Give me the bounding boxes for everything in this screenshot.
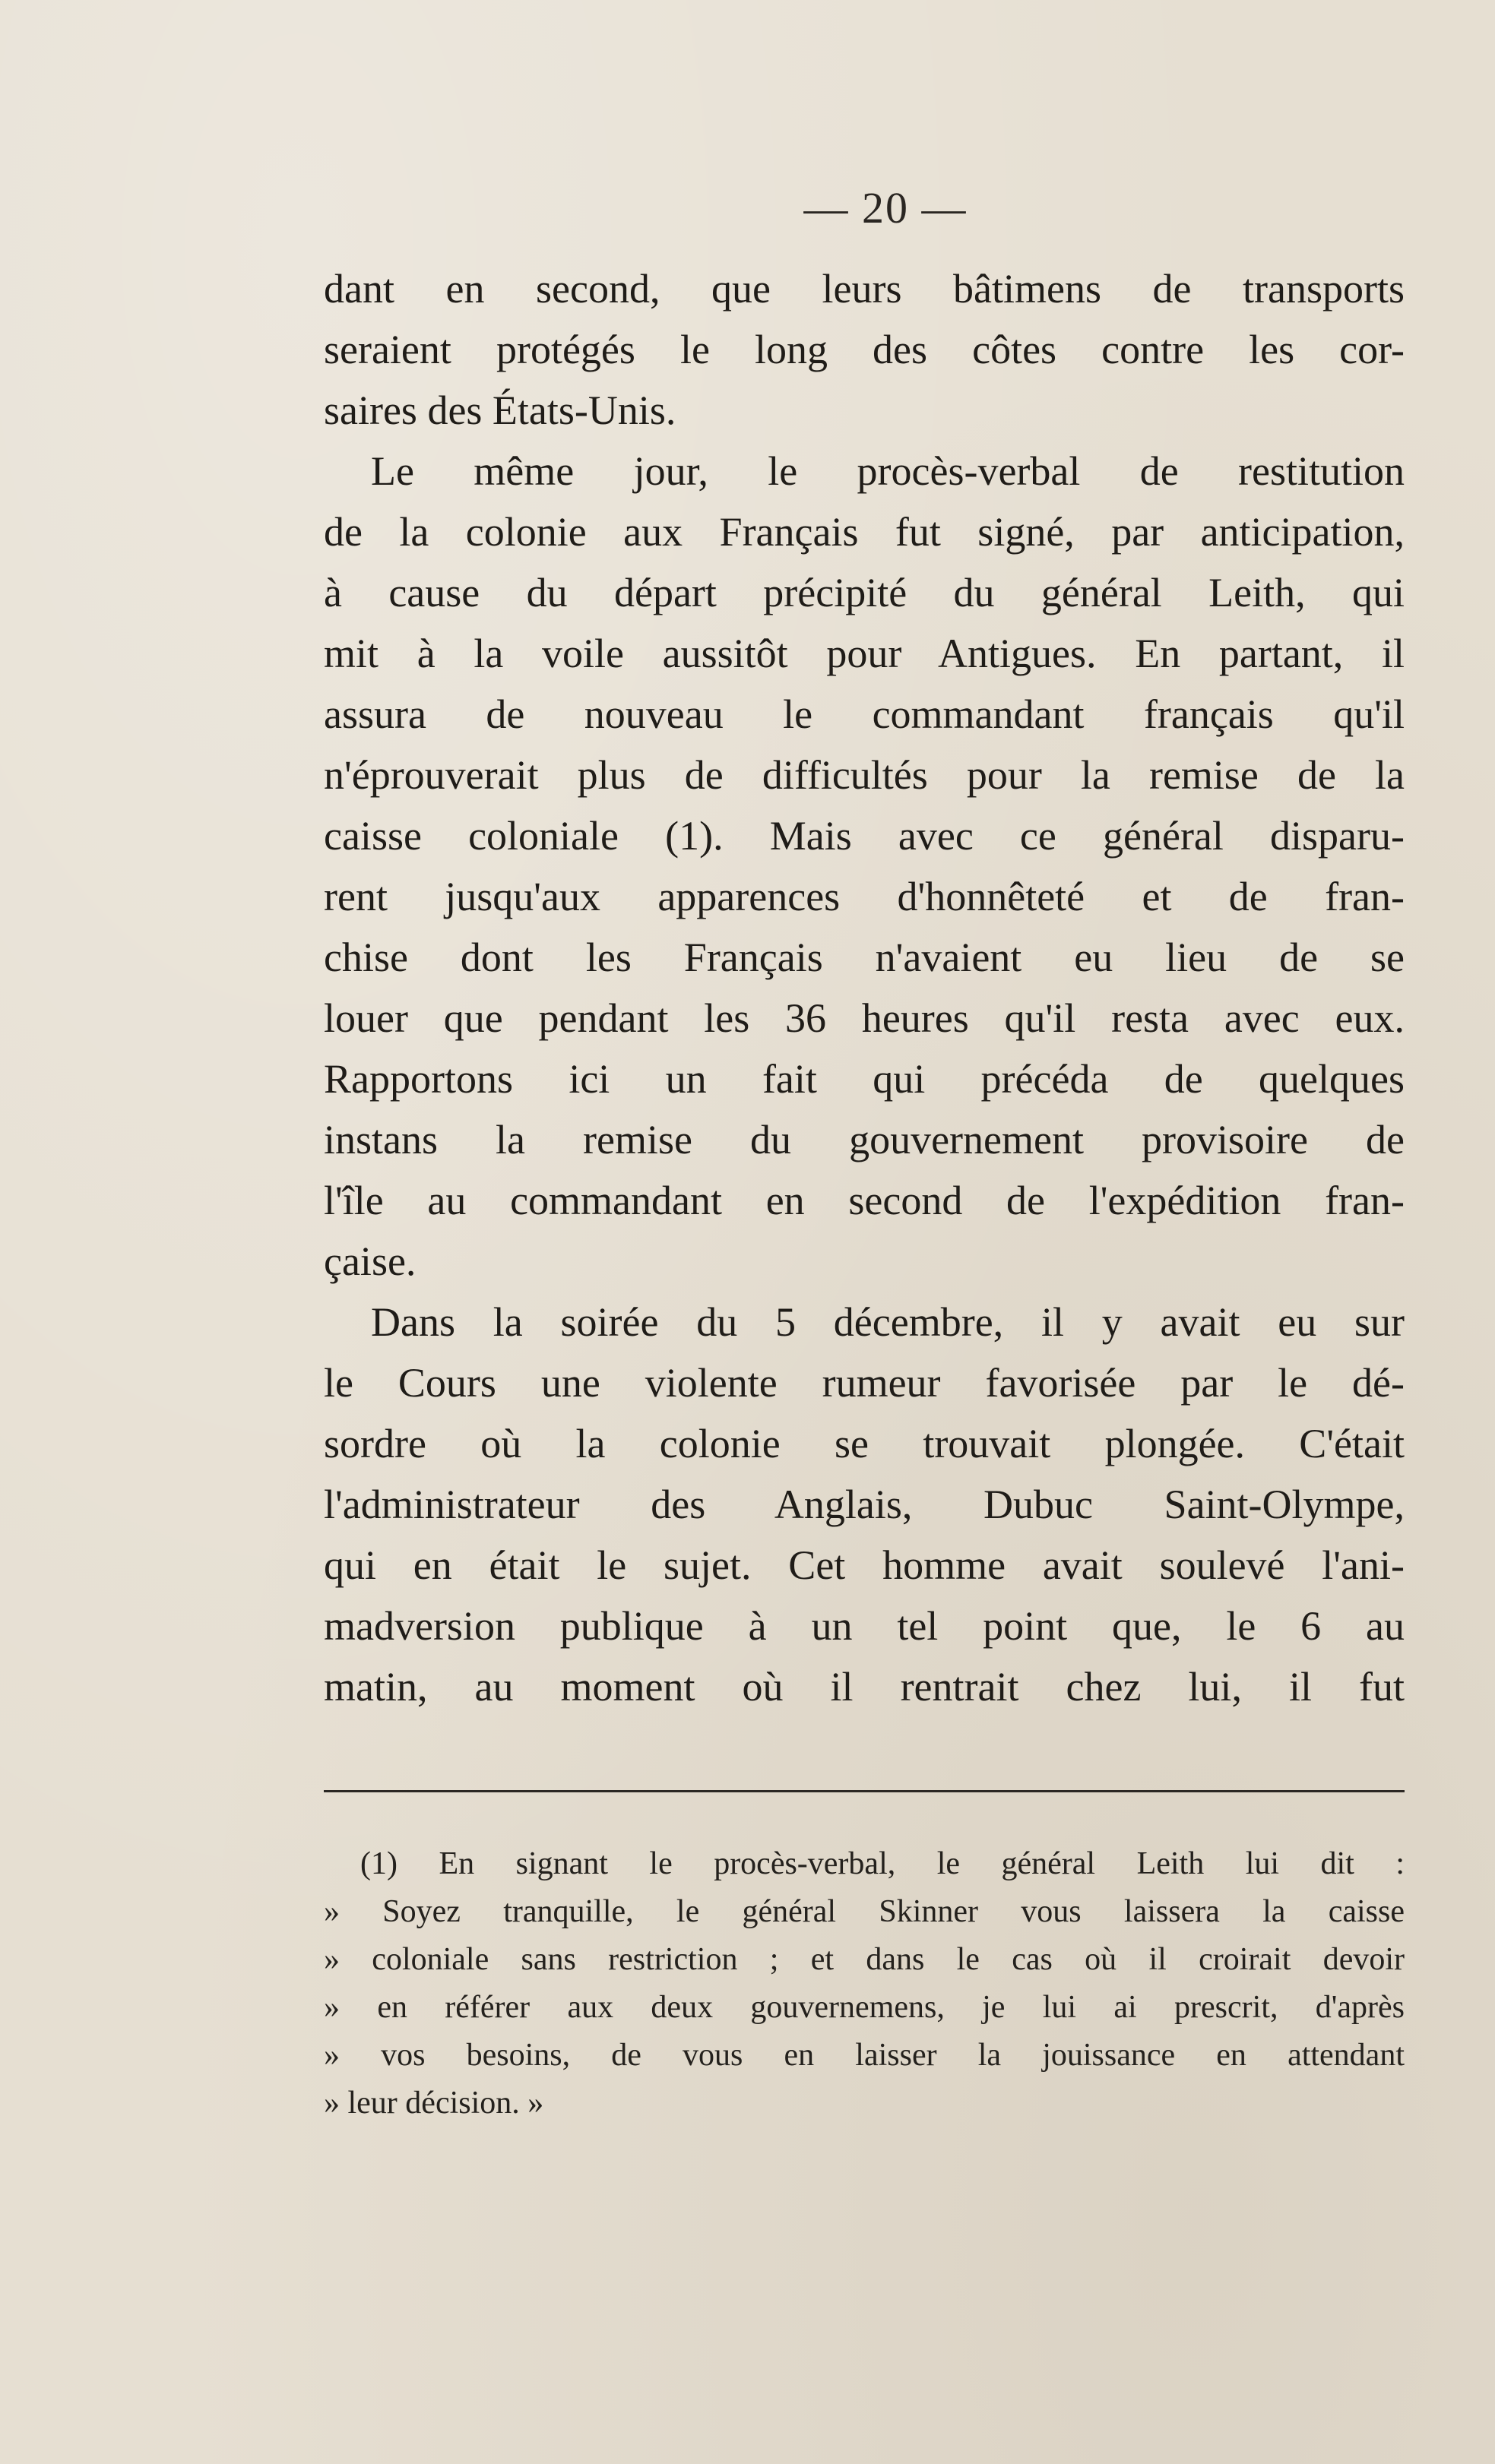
footnote-line: » vos besoins, de vous en laisser la jouissance en attendant [324,2038,1405,2073]
text-line: sordre où la colonie se trouvait plongée. C'était [324,1421,1405,1466]
text-line: caisse coloniale (1). Mais avec ce général disparu- [324,813,1405,859]
text-line: dant en second, que leurs bâtimens de transports [324,266,1405,312]
footnote-line: » en référer aux deux gouvernemens, je lui ai prescrit, d'après [324,1990,1405,2025]
text-line: l'île au commandant en second de l'expédition fran- [324,1178,1405,1223]
text-line: mit à la voile aussitôt pour Antigues. En partant, il [324,631,1405,676]
text-line: çaise. [324,1238,417,1284]
footnote-line: (1) En signant le procès-verbal, le général Leith lui dit : [360,1846,1405,1881]
main-text [324,258,1405,1717]
footnote-line: » Soyez tranquille, le général Skinner vous laissera la caisse [324,1894,1405,1929]
footnote-line: » leur décision. » [324,2086,544,2121]
footnote-divider [324,1790,1405,1792]
text-line: qui en était le sujet. Cet homme avait soulevé l'ani- [324,1542,1405,1588]
text-line: chise dont les Français n'avaient eu lieu de se [324,935,1405,980]
text-line: de la colonie aux Français fut signé, par anticipation, [324,509,1405,555]
text-line: saires des États-Unis. [324,387,676,433]
footnote-line: » coloniale sans restriction ; et dans le cas où il croirait devoir [324,1942,1405,1977]
text-line: le Cours une violente rumeur favorisée par le dé- [324,1360,1405,1406]
text-line: matin, au moment où il rentrait chez lui, il fut [324,1664,1405,1710]
text-line: Le même jour, le procès-verbal de restitution [371,448,1405,494]
text-line: assura de nouveau le commandant français qu'il [324,691,1405,737]
text-line: l'administrateur des Anglais, Dubuc Saint-Olympe, [324,1482,1405,1527]
text-line: Rapportons ici un fait qui précéda de quelques [324,1056,1405,1102]
text-line: seraient protégés le long des côtes contre les cor- [324,327,1405,372]
text-line: louer que pendant les 36 heures qu'il resta avec eux. [324,995,1405,1041]
text-line: n'éprouverait plus de difficultés pour la remise de la [324,752,1405,798]
text-line: rent jusqu'aux apparences d'honnêteté et de fran- [324,874,1405,919]
text-line: Dans la soirée du 5 décembre, il y avait eu sur [371,1299,1405,1345]
text-line: madversion publique à un tel point que, le 6 au [324,1603,1405,1649]
page-number: — 20 — [803,183,968,232]
text-line: à cause du départ précipité du général Leith, qui [324,570,1405,615]
text-line: instans la remise du gouvernement provisoire de [324,1117,1405,1162]
footnote [324,1840,1405,2127]
